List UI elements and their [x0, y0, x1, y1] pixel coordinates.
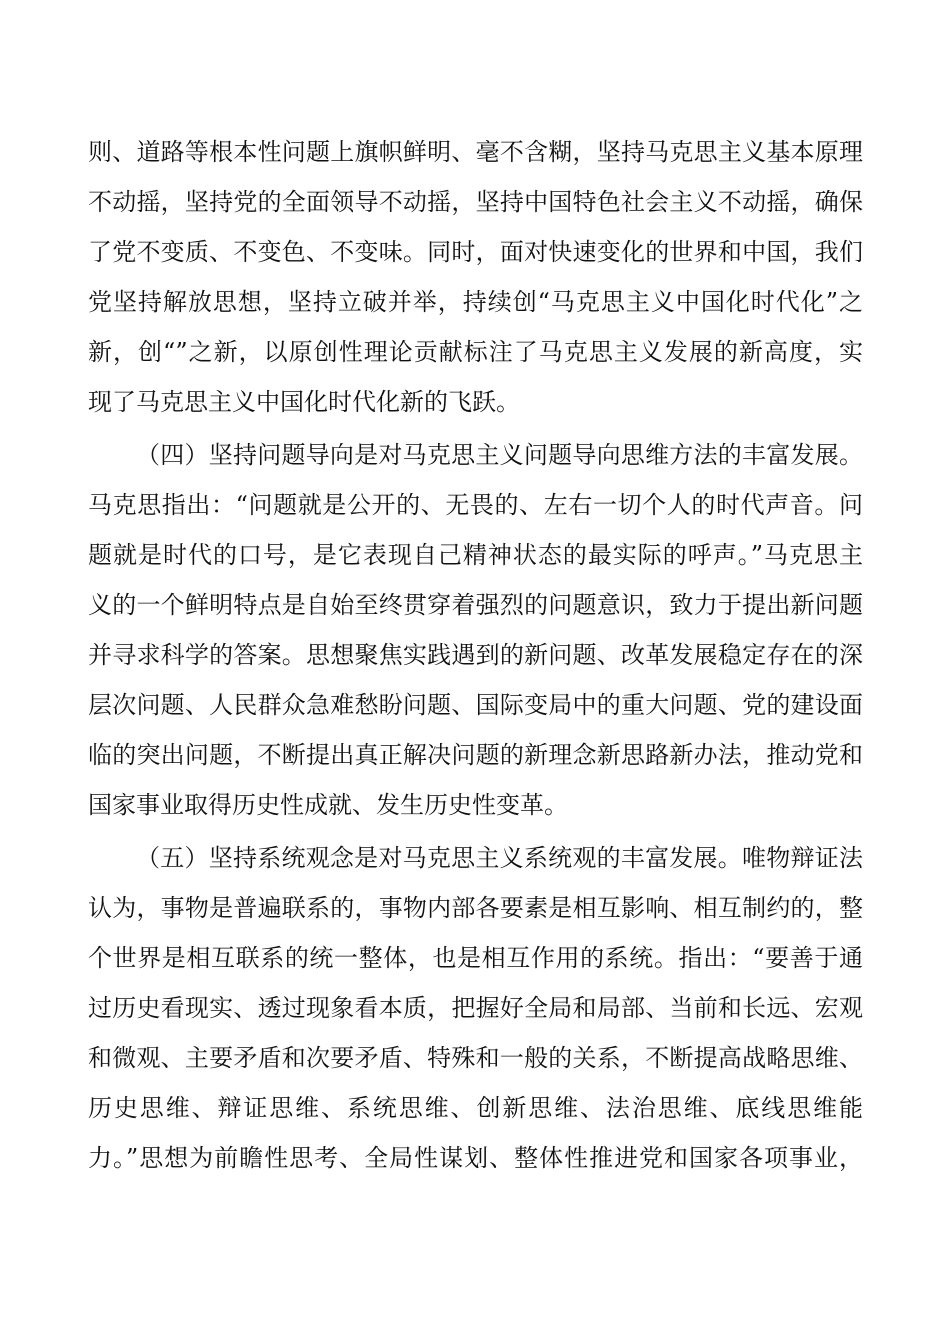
paragraph-3-line-1: （五）坚持系统观念是对马克思主义系统观的丰富发展。唯物辩证法 [136, 844, 863, 872]
paragraph-3-line-5: 和微观、主要矛盾和次要矛盾、特殊和一般的关系，不断提高战略思维、 [88, 1044, 863, 1072]
paragraph-2-line-6: 层次问题、人民群众急难愁盼问题、国际变局中的重大问题、党的建设面 [88, 691, 863, 719]
paragraph-3-line-4: 过历史看现实、透过现象看本质，把握好全局和局部、当前和长远、宏观 [88, 994, 863, 1022]
paragraph-2-line-1: （四）坚持问题导向是对马克思主义问题导向思维方法的丰富发展。 [136, 441, 863, 469]
paragraph-2-line-5: 并寻求科学的答案。思想聚焦实践遇到的新问题、改革发展稳定存在的深 [88, 641, 863, 669]
paragraph-1-line-6: 现了马克思主义中国化时代化新的飞跃。 [88, 388, 520, 416]
paragraph-3-line-7: 力。”思想为前瞻性思考、全局性谋划、整体性推进党和国家各项事业， [88, 1144, 863, 1172]
paragraph-1-line-2: 不动摇，坚持党的全面领导不动摇，坚持中国特色社会主义不动摇，确保 [88, 188, 863, 216]
paragraph-3-line-6: 历史思维、辩证思维、系统思维、创新思维、法治思维、底线思维能 [88, 1094, 863, 1122]
paragraph-2-line-3: 题就是时代的口号，是它表现自己精神状态的最实际的呼声。”马克思主 [88, 541, 863, 569]
paragraph-1-line-1: 则、道路等根本性问题上旗帜鲜明、毫不含糊，坚持马克思主义基本原理 [88, 138, 863, 166]
paragraph-1-line-5: 新，创“”之新，以原创性理论贡献标注了马克思主义发展的新高度，实 [88, 338, 863, 366]
paragraph-3-line-3: 个世界是相互联系的统一整体，也是相互作用的系统。指出：“要善于通 [88, 944, 863, 972]
paragraph-2-line-7: 临的突出问题，不断提出真正解决问题的新理念新思路新办法，推动党和 [88, 741, 863, 769]
paragraph-1-line-3: 了党不变质、不变色、不变味。同时，面对快速变化的世界和中国，我们 [88, 238, 863, 266]
paragraph-2-line-8: 国家事业取得历史性成就、发生历史性变革。 [88, 791, 568, 819]
paragraph-2-line-4: 义的一个鲜明特点是自始至终贯穿着强烈的问题意识，致力于提出新问题 [88, 591, 863, 619]
paragraph-1-line-4: 党坚持解放思想，坚持立破并举，持续创“马克思主义中国化时代化”之 [88, 288, 863, 316]
paragraph-3-line-2: 认为，事物是普遍联系的，事物内部各要素是相互影响、相互制约的，整 [88, 894, 863, 922]
paragraph-2-line-2: 马克思指出：“问题就是公开的、无畏的、左右一切个人的时代声音。问 [88, 491, 863, 519]
